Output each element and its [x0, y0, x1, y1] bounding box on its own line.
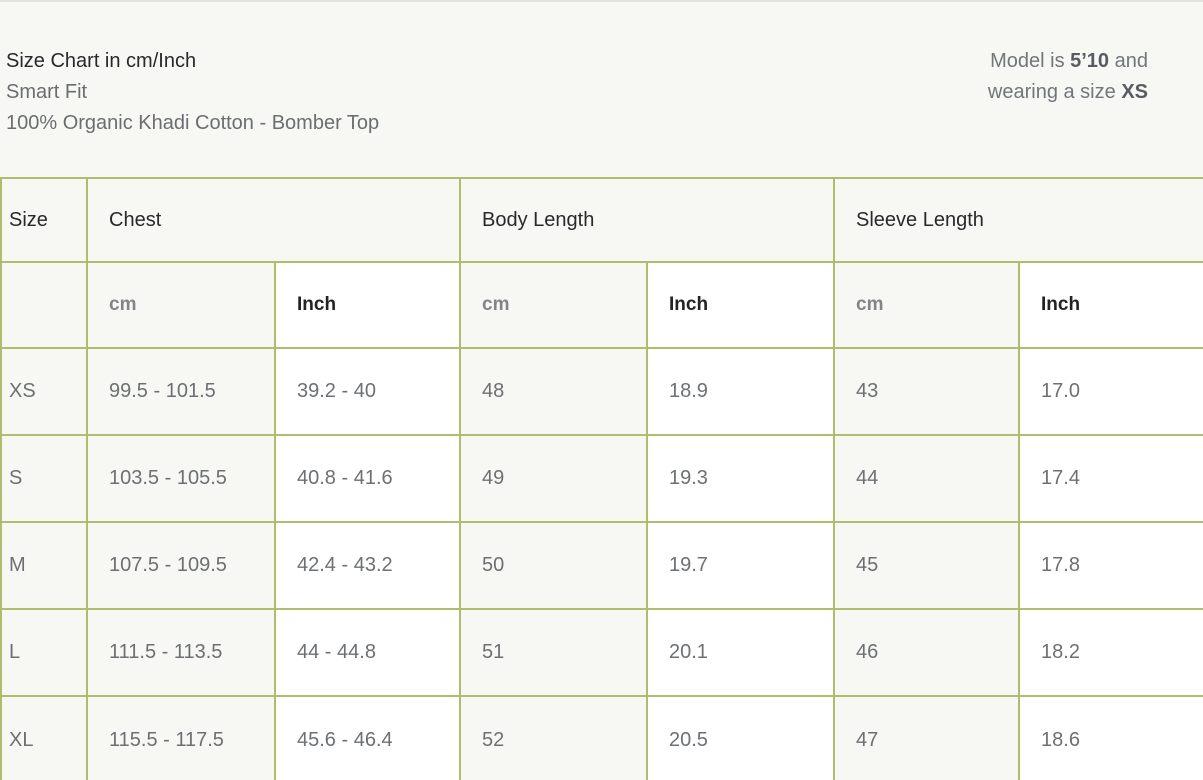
- sleeve-length-column-header: Sleeve Length: [834, 178, 1203, 262]
- table-row-m: [1, 522, 1203, 609]
- chest-inch-header: Inch: [275, 262, 460, 348]
- model-note-block: [936, 2, 1203, 177]
- sleeve-cm-cell: 43: [834, 348, 1019, 435]
- size-column-header: Size: [1, 178, 87, 262]
- body-inch-cell: 18.9: [647, 348, 834, 435]
- size-cell: L: [1, 609, 87, 696]
- model-size: XS: [1121, 81, 1148, 103]
- sleeve-cm-cell: 44: [834, 435, 1019, 522]
- empty-unit-cell: [1, 262, 87, 348]
- body-cm-cell: 49: [460, 435, 647, 522]
- material-subtitle: 100% Organic Khadi Cotton - Bomber Top: [6, 112, 380, 134]
- sleeve-inch-cell: 18.2: [1019, 609, 1203, 696]
- table-row-l: [1, 609, 1203, 696]
- body-inch-header: Inch: [647, 262, 834, 348]
- chest-inch-cell: 45.6 - 46.4: [275, 696, 460, 780]
- chest-cm-cell: 99.5 - 101.5: [87, 348, 275, 435]
- model-note-mid: and wearing a size: [987, 50, 1148, 103]
- chest-cm-header: cm: [87, 262, 275, 348]
- chest-inch-cell: 40.8 - 41.6: [275, 435, 460, 522]
- sleeve-inch-cell: 17.4: [1019, 435, 1203, 522]
- body-cm-cell: 51: [460, 609, 647, 696]
- chest-column-header: Chest: [87, 178, 460, 262]
- chest-inch-cell: 39.2 - 40: [275, 348, 460, 435]
- body-cm-cell: 52: [460, 696, 647, 780]
- unit-header-row: [1, 262, 1203, 348]
- model-note-prefix: Model is: [990, 50, 1071, 72]
- table-row-s: [1, 435, 1203, 522]
- size-cell: XL: [1, 696, 87, 780]
- body-inch-cell: 19.3: [647, 435, 834, 522]
- sleeve-inch-cell: 18.6: [1019, 696, 1203, 780]
- model-note: [936, 46, 1148, 108]
- chest-cm-cell: 103.5 - 105.5: [87, 435, 275, 522]
- body-cm-header: cm: [460, 262, 647, 348]
- sleeve-inch-cell: 17.0: [1019, 348, 1203, 435]
- chest-cm-cell: 111.5 - 113.5: [87, 609, 275, 696]
- size-cell: M: [1, 522, 87, 609]
- chest-inch-cell: 42.4 - 43.2: [275, 522, 460, 609]
- body-inch-cell: 20.1: [647, 609, 834, 696]
- page-header: [0, 2, 1203, 177]
- chest-cm-cell: 115.5 - 117.5: [87, 696, 275, 780]
- sleeve-cm-cell: 47: [834, 696, 1019, 780]
- body-inch-cell: 20.5: [647, 696, 834, 780]
- sleeve-cm-cell: 46: [834, 609, 1019, 696]
- body-cm-cell: 48: [460, 348, 647, 435]
- table-row-xs: [1, 348, 1203, 435]
- group-header-row: [1, 178, 1203, 262]
- body-cm-cell: 50: [460, 522, 647, 609]
- size-cell: XS: [1, 348, 87, 435]
- chest-inch-cell: 44 - 44.8: [275, 609, 460, 696]
- chest-cm-cell: 107.5 - 109.5: [87, 522, 275, 609]
- sleeve-cm-cell: 45: [834, 522, 1019, 609]
- size-chart-table: [0, 177, 1203, 780]
- body-inch-cell: 19.7: [647, 522, 834, 609]
- size-cell: S: [1, 435, 87, 522]
- fit-subtitle: Smart Fit: [6, 81, 88, 103]
- page-title: Size Chart in cm/Inch: [6, 50, 197, 72]
- model-height: 5’10: [1070, 50, 1110, 72]
- sleeve-inch-header: Inch: [1019, 262, 1203, 348]
- sleeve-cm-header: cm: [834, 262, 1019, 348]
- body-length-column-header: Body Length: [460, 178, 834, 262]
- table-row-xl: [1, 696, 1203, 780]
- chart-heading-block: [0, 2, 379, 177]
- sleeve-inch-cell: 17.8: [1019, 522, 1203, 609]
